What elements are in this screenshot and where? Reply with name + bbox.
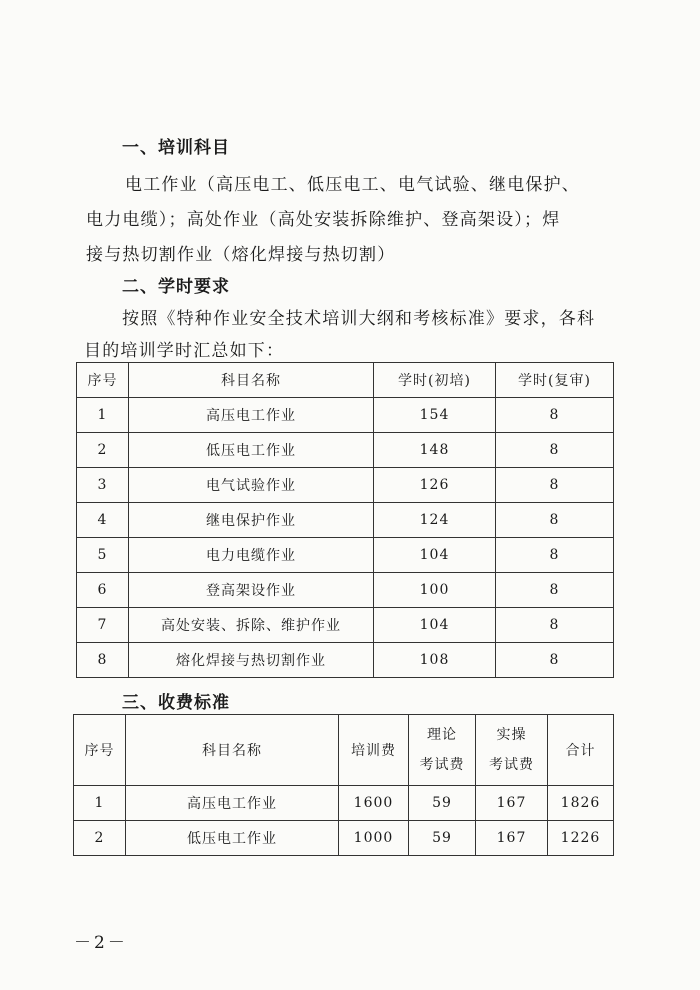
table-row <box>77 503 614 538</box>
row-review-hours: 8 <box>496 398 614 433</box>
table-row <box>77 643 614 678</box>
fee-header-total: 合计 <box>548 715 614 786</box>
fee-row-total: 1226 <box>548 821 614 856</box>
table-row <box>74 821 614 856</box>
row-review-hours: 8 <box>496 608 614 643</box>
fee-row-index: 2 <box>74 821 126 856</box>
fee-header-practical-line2: 考试费 <box>489 757 534 773</box>
page-number: －2－ <box>74 933 128 953</box>
row-index: 8 <box>77 643 129 678</box>
row-review-hours: 8 <box>496 503 614 538</box>
row-review-hours: 8 <box>496 468 614 503</box>
fee-row-training: 1600 <box>339 786 409 821</box>
fee-row-practical: 167 <box>476 821 548 856</box>
row-initial-hours: 126 <box>374 468 496 503</box>
row-subject: 登高架设作业 <box>129 573 374 608</box>
row-index: 1 <box>77 398 129 433</box>
table-row <box>77 468 614 503</box>
section3-heading: 三、收费标准 <box>122 693 230 713</box>
section2-line-1: 按照《特种作业安全技术培训大纲和考核标准》要求，各科 <box>122 309 596 329</box>
row-initial-hours: 108 <box>374 643 496 678</box>
fee-header-index: 序号 <box>74 715 126 786</box>
row-initial-hours: 104 <box>374 538 496 573</box>
row-initial-hours: 104 <box>374 608 496 643</box>
hours-header-initial: 学时(初培) <box>374 363 496 398</box>
row-index: 4 <box>77 503 129 538</box>
row-review-hours: 8 <box>496 573 614 608</box>
table-row <box>77 573 614 608</box>
fee-header-training: 培训费 <box>339 715 409 786</box>
fee-header-theory <box>409 715 476 786</box>
row-review-hours: 8 <box>496 538 614 573</box>
section1-line-1: 电工作业（高压电工、低压电工、电气试验、继电保护、 <box>125 175 580 195</box>
row-review-hours: 8 <box>496 433 614 468</box>
table-row <box>77 433 614 468</box>
row-subject: 电力电缆作业 <box>129 538 374 573</box>
section2-line-2: 目的培训学时汇总如下： <box>84 341 285 361</box>
row-subject: 继电保护作业 <box>129 503 374 538</box>
row-index: 6 <box>77 573 129 608</box>
fee-row-practical: 167 <box>476 786 548 821</box>
fee-header-practical <box>476 715 548 786</box>
section2-heading: 二、学时要求 <box>122 277 230 297</box>
fee-row-training: 1000 <box>339 821 409 856</box>
fee-row-total: 1826 <box>548 786 614 821</box>
hours-table-header-row <box>77 363 614 398</box>
row-initial-hours: 148 <box>374 433 496 468</box>
section1-line-3: 接与热切割作业（熔化焊接与热切割） <box>86 245 396 265</box>
fee-header-theory-line2: 考试费 <box>419 757 465 773</box>
fee-row-subject: 高压电工作业 <box>126 786 339 821</box>
row-index: 2 <box>77 433 129 468</box>
hours-header-index: 序号 <box>77 363 129 398</box>
row-index: 5 <box>77 538 129 573</box>
row-initial-hours: 100 <box>374 573 496 608</box>
row-subject: 低压电工作业 <box>129 433 374 468</box>
fee-table-header-row <box>74 715 614 786</box>
hours-header-review: 学时(复审) <box>496 363 614 398</box>
row-index: 7 <box>77 608 129 643</box>
row-review-hours: 8 <box>496 643 614 678</box>
section1-heading: 一、培训科目 <box>122 138 230 158</box>
fee-row-subject: 低压电工作业 <box>126 821 339 856</box>
hours-header-subject: 科目名称 <box>129 363 374 398</box>
fee-row-theory: 59 <box>409 821 476 856</box>
row-initial-hours: 154 <box>374 398 496 433</box>
row-subject: 熔化焊接与热切割作业 <box>129 643 374 678</box>
row-initial-hours: 124 <box>374 503 496 538</box>
fee-header-practical-line1: 实操 <box>496 727 527 743</box>
row-subject: 电气试验作业 <box>129 468 374 503</box>
fee-row-index: 1 <box>74 786 126 821</box>
section1-line-2: 电力电缆）；高处作业（高处安装拆除维护、登高架设）；焊 <box>86 210 561 230</box>
table-row <box>77 608 614 643</box>
row-subject: 高处安装、拆除、维护作业 <box>129 608 374 643</box>
table-row <box>74 786 614 821</box>
fee-table <box>73 714 614 856</box>
fee-row-theory: 59 <box>409 786 476 821</box>
table-row <box>77 538 614 573</box>
fee-header-theory-line1: 理论 <box>427 727 457 743</box>
row-index: 3 <box>77 468 129 503</box>
row-subject: 高压电工作业 <box>129 398 374 433</box>
table-row <box>77 398 614 433</box>
hours-table <box>76 362 614 678</box>
fee-header-subject: 科目名称 <box>126 715 339 786</box>
